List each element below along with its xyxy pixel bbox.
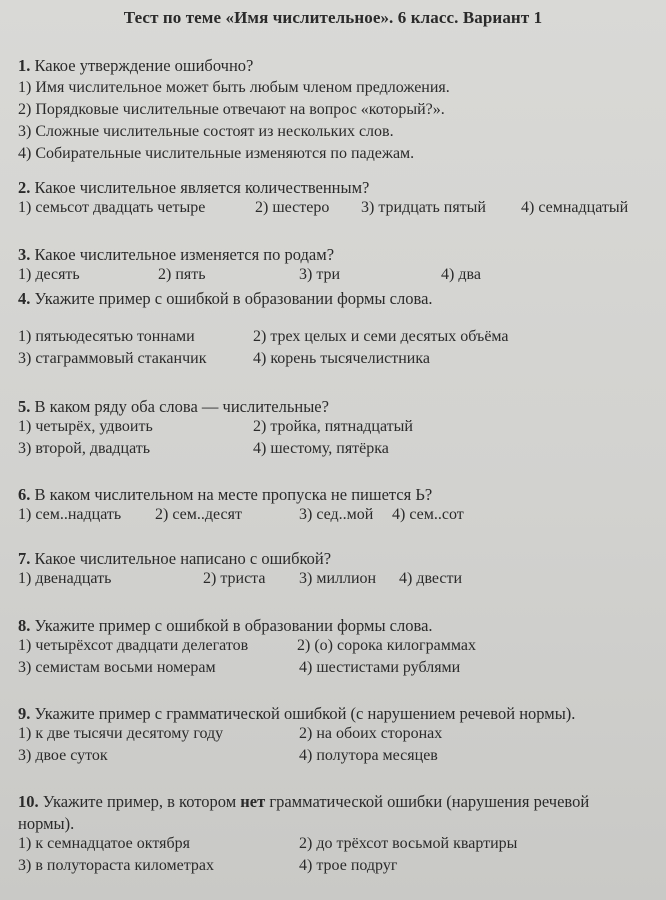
question-number: 9. bbox=[18, 704, 31, 723]
option: 3) миллион bbox=[299, 570, 377, 587]
question-number: 2. bbox=[18, 178, 31, 197]
option: 4) трое подруг bbox=[299, 857, 398, 874]
question-emphasis: нет bbox=[240, 792, 266, 811]
option: 3) Сложные числительные состоят из нескольких слов. bbox=[18, 123, 394, 140]
question-number: 1. bbox=[18, 56, 31, 75]
option: 2) пять bbox=[158, 266, 206, 283]
option: 3) в полутораста километрах bbox=[18, 857, 215, 874]
question-8 bbox=[18, 615, 663, 681]
option: 1) к семнадцатое октября bbox=[18, 835, 190, 852]
question-2 bbox=[18, 177, 663, 221]
option: 3) двое суток bbox=[18, 747, 108, 764]
question-1 bbox=[18, 55, 663, 165]
question-text: грамматической ошибки (нарушения речевой нормы). bbox=[18, 792, 590, 833]
option: 4) двести bbox=[399, 570, 463, 587]
question-number: 8. bbox=[18, 616, 31, 635]
question-text: Какое числительное написано с ошибкой? bbox=[34, 549, 332, 568]
option: 3) стаграммовый стаканчик bbox=[18, 350, 207, 367]
option: 1) к две тысячи десятому году bbox=[18, 725, 224, 742]
option: 1) пятьюдесятью тоннами bbox=[18, 328, 195, 345]
question-text: В каком числительном на месте пропуска не пишется Ь? bbox=[34, 485, 433, 504]
option: 4) шестому, пятёрка bbox=[253, 440, 389, 457]
option: 3) сед..мой bbox=[299, 506, 374, 523]
option: 2) триста bbox=[203, 570, 266, 587]
option: 1) сем..надцать bbox=[18, 506, 122, 523]
option: 2) тройка, пятнадцатый bbox=[253, 418, 413, 435]
page-title: Тест по теме «Имя числительное». 6 класс. Вариант 1 bbox=[123, 8, 543, 27]
option: 4) полутора месяцев bbox=[299, 747, 438, 764]
option: 2) (о) сорока килограммах bbox=[297, 637, 476, 654]
option: 4) шестистами рублями bbox=[299, 659, 461, 676]
option: 3) второй, двадцать bbox=[18, 440, 151, 457]
option: 2) до трёхсот восьмой квартиры bbox=[299, 835, 518, 852]
question-number: 3. bbox=[18, 245, 31, 264]
question-number: 10. bbox=[18, 792, 39, 811]
option: 1) четырёх, удвоить bbox=[18, 418, 153, 435]
option: 2) на обоих сторонах bbox=[299, 725, 443, 742]
question-text: Укажите пример с ошибкой в образовании формы слова. bbox=[34, 616, 433, 635]
question-4 bbox=[18, 288, 663, 372]
question-text: Укажите пример с ошибкой в образовании формы слова. bbox=[34, 289, 433, 308]
question-10 bbox=[18, 791, 663, 879]
option: 1) семьсот двадцать четыре bbox=[18, 199, 206, 216]
option: 1) десять bbox=[18, 266, 80, 283]
question-number: 7. bbox=[18, 549, 31, 568]
question-5 bbox=[18, 396, 663, 462]
option: 2) Порядковые числительные отвечают на вопрос «который?». bbox=[18, 101, 445, 118]
question-number: 6. bbox=[18, 485, 31, 504]
option: 2) шестеро bbox=[255, 199, 330, 216]
option: 4) корень тысячелистника bbox=[253, 350, 430, 367]
question-7 bbox=[18, 548, 663, 592]
option: 3) три bbox=[299, 266, 341, 283]
question-text: Укажите пример с грамматической ошибкой (с нарушением речевой нормы). bbox=[34, 704, 576, 723]
option: 4) Собирательные числительные изменяются по падежам. bbox=[18, 145, 415, 162]
option: 1) Имя числительное может быть любым членом предложения. bbox=[18, 79, 450, 96]
question-text: Какое числительное является количественным? bbox=[34, 178, 370, 197]
question-3 bbox=[18, 244, 663, 288]
question-6 bbox=[18, 484, 663, 528]
option: 2) трех целых и семи десятых объёма bbox=[253, 328, 509, 345]
option: 4) сем..сот bbox=[392, 506, 464, 523]
question-number: 4. bbox=[18, 289, 31, 308]
question-text: Какое утверждение ошибочно? bbox=[34, 56, 254, 75]
question-text: В каком ряду оба слова — числительные? bbox=[34, 397, 329, 416]
option: 3) тридцать пятый bbox=[361, 199, 486, 216]
question-number: 5. bbox=[18, 397, 31, 416]
option: 3) семистам восьми номерам bbox=[18, 659, 216, 676]
question-text: Какое числительное изменяется по родам? bbox=[34, 245, 335, 264]
question-text: Укажите пример, в котором bbox=[42, 792, 237, 811]
option: 4) два bbox=[441, 266, 481, 283]
question-9 bbox=[18, 703, 663, 769]
option: 2) сем..десят bbox=[155, 506, 242, 523]
option: 4) семнадцатый bbox=[521, 199, 629, 216]
option: 1) четырёхсот двадцати делегатов bbox=[18, 637, 249, 654]
option: 1) двенадцать bbox=[18, 570, 112, 587]
